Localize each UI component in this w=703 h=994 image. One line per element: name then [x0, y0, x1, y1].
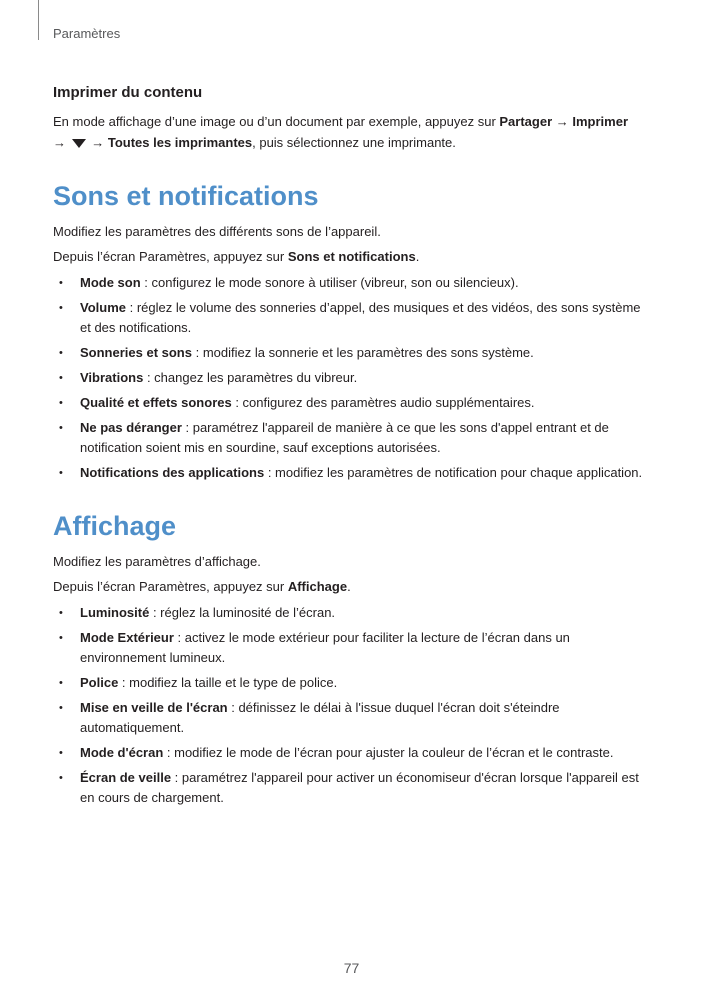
item-term: Sonneries et sons	[80, 345, 192, 360]
bullet: •	[59, 747, 63, 759]
sons-intro: Modifiez les paramètres des différents sons de l’appareil.	[53, 224, 381, 239]
list-item	[53, 463, 653, 483]
item-desc: : modifiez le mode de l’écran pour ajuster la couleur de l’écran et le contraste.	[163, 745, 614, 760]
item-desc: : configurez des paramètres audio supplémentaires.	[231, 395, 535, 410]
print-subheading: Imprimer du contenu	[53, 84, 203, 101]
affichage-heading: Affichage	[53, 511, 177, 541]
item-desc: : configurez le mode sonore à utiliser (vibreur, son ou silencieux).	[140, 275, 519, 290]
item-term: Écran de veille	[80, 770, 172, 785]
list-item	[53, 743, 653, 763]
item-term: Notifications des applications	[80, 465, 265, 480]
sons-heading: Sons et notifications	[53, 181, 319, 211]
list-item	[53, 298, 653, 338]
print-term: Imprimer	[572, 114, 629, 129]
corner-rule	[38, 0, 39, 40]
item-term: Mise en veille de l'écran	[80, 700, 228, 715]
item-term: Vibrations	[80, 370, 144, 385]
item-term: Volume	[80, 300, 126, 315]
running-header: Paramètres	[53, 26, 121, 41]
list-item	[53, 673, 653, 693]
list-item	[53, 368, 653, 388]
item-term: Mode d'écran	[80, 745, 164, 760]
list-item	[53, 603, 653, 623]
sons-section	[53, 179, 653, 483]
item-term: Police	[80, 675, 119, 690]
list-item	[53, 628, 653, 668]
bullet: •	[59, 422, 63, 434]
page-number: 77	[343, 960, 360, 976]
list-item	[53, 343, 653, 363]
affichage-path	[53, 576, 653, 597]
bullet: •	[59, 302, 63, 314]
item-desc: : paramétrez l'appareil pour activer un économiseur d'écran lorsque l'appareil est en cours de chargement.	[80, 770, 639, 805]
item-desc: : paramétrez l'appareil de manière à ce que les sons d'appel entrant et de notification soient mis en sourdine, sauf exceptions autorisées.	[80, 420, 609, 455]
bullet: •	[59, 277, 63, 289]
list-item	[53, 393, 653, 413]
affichage-section	[53, 509, 653, 808]
item-term: Mode Extérieur	[80, 630, 174, 645]
bullet: •	[59, 397, 63, 409]
print-section	[53, 84, 653, 153]
bullet: •	[59, 677, 63, 689]
affichage-list	[53, 603, 653, 808]
path-term: Sons et notifications	[287, 249, 416, 264]
item-term: Ne pas déranger	[80, 420, 182, 435]
item-desc: : changez les paramètres du vibreur.	[143, 370, 358, 385]
path-term: Affichage	[287, 579, 348, 594]
list-item	[53, 698, 653, 738]
item-desc: : modifiez les paramètres de notification pour chaque application.	[264, 465, 643, 480]
list-item	[53, 768, 653, 808]
arrow: →	[87, 135, 108, 150]
path-end: .	[347, 579, 351, 594]
bullet: •	[59, 702, 63, 714]
share-term: Partager	[499, 114, 553, 129]
item-term: Luminosité	[80, 605, 150, 620]
print-text-1: En mode affichage d’une image ou d’un document par exemple, appuyez sur	[53, 114, 500, 129]
item-desc: : modifiez la taille et le type de police.	[118, 675, 338, 690]
item-term: Qualité et effets sonores	[80, 395, 232, 410]
sons-list	[53, 273, 653, 483]
bullet: •	[59, 467, 63, 479]
item-desc: : définissez le délai à l'issue duquel l'écran doit s'éteindre automatiquement.	[80, 700, 560, 735]
bullet: •	[59, 632, 63, 644]
item-desc: : réglez le volume des sonneries d’appel, des musiques et des vidéos, des sons système et des notifications.	[80, 300, 641, 335]
affichage-intro: Modifiez les paramètres d’affichage.	[53, 554, 261, 569]
item-desc: : réglez la luminosité de l’écran.	[149, 605, 336, 620]
bullet: •	[59, 372, 63, 384]
list-item	[53, 418, 653, 458]
arrow: →	[552, 114, 573, 129]
path-text: Depuis l’écran Paramètres, appuyez sur	[53, 579, 288, 594]
page-content	[53, 84, 653, 813]
list-item	[53, 273, 653, 293]
item-desc: : modifiez la sonnerie et les paramètres des sons système.	[191, 345, 534, 360]
item-desc: : activez le mode extérieur pour faciliter la lecture de l’écran dans un environnement lumineux.	[80, 630, 570, 665]
all-printers-term: Toutes les imprimantes	[107, 135, 253, 150]
arrow: →	[53, 135, 70, 150]
path-end: .	[415, 249, 420, 264]
sons-path	[53, 246, 653, 267]
print-text-2: , puis sélectionnez une imprimante.	[252, 135, 456, 150]
print-instructions	[53, 111, 653, 153]
bullet: •	[59, 607, 63, 619]
bullet: •	[59, 772, 63, 784]
path-text: Depuis l’écran Paramètres, appuyez sur	[53, 249, 288, 264]
dropdown-triangle-icon	[72, 139, 86, 148]
item-term: Mode son	[80, 275, 141, 290]
bullet: •	[59, 347, 63, 359]
